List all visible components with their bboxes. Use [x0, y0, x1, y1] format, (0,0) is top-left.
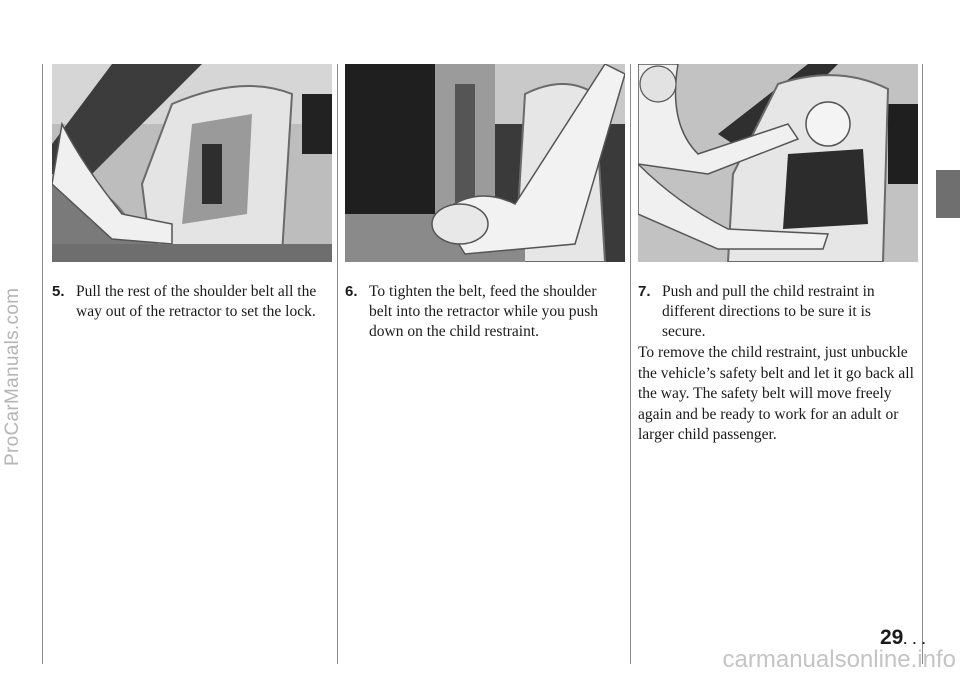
illustration-child-in-restraint	[638, 64, 918, 262]
illustration-pull-shoulder-belt	[52, 64, 332, 262]
step-text: Push and pull the child restraint in different directions to be sure it is secure.	[662, 283, 875, 340]
column-divider-left	[42, 64, 43, 664]
step-7	[638, 282, 910, 342]
body-paragraph: To remove the child restraint, just unbuckle the vehicle’s safety belt and let it go back all the way. The safety belt will move freely again and be ready to work for an adult or larger child passenger.	[638, 344, 914, 443]
column-divider-middle	[337, 64, 338, 664]
step-text: To tighten the belt, feed the shoulder belt into the retractor while you push down on the child restraint.	[369, 283, 598, 340]
step-6	[345, 282, 623, 342]
side-watermark: ProCarManuals.com	[2, 287, 23, 466]
step-number: 5.	[52, 283, 65, 300]
step-number: 7.	[638, 283, 651, 300]
step-text: Pull the rest of the shoulder belt all the way out of the retractor to set the lock.	[76, 283, 317, 320]
illustration-feed-belt-retractor	[345, 64, 625, 262]
step-number: 6.	[345, 283, 358, 300]
bottom-watermark: carmanualsonline.info	[722, 646, 956, 673]
column-divider-outer	[922, 64, 923, 664]
page-number-trail: . . .	[903, 632, 927, 647]
column-divider-right	[630, 64, 631, 664]
page-number-value: 29	[880, 626, 904, 649]
section-tab	[936, 170, 960, 218]
step-5	[52, 282, 334, 322]
